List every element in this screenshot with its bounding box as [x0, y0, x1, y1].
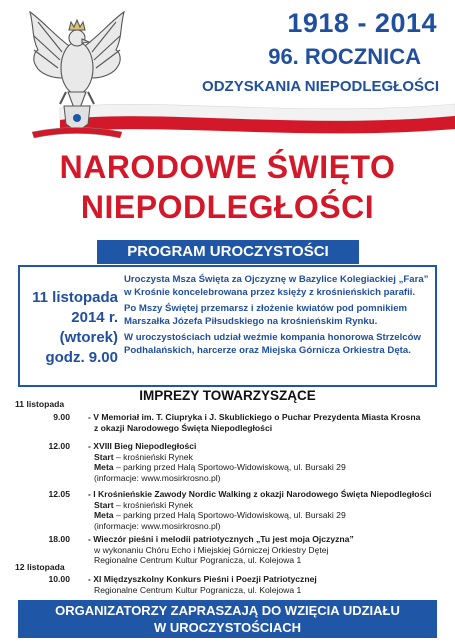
event-2-finish: [88, 462, 448, 473]
event-4-performers: w wykonaniu Chóru Echo i Miejskiej Górniczej Orkiestry Dętej: [94, 544, 329, 555]
event-3-finish-text: – parking przed Halą Sportowo-Widowiskową, ul. Bursaki 29: [113, 510, 346, 521]
event-2-start: [88, 452, 448, 463]
header-anniversary: 96. ROCZNICA: [268, 44, 421, 69]
event-5-title: - XI Międzyszkolny Konkurs Pieśni i Poezji Patriotycznej: [88, 574, 317, 584]
event-4-time: 18.00: [48, 534, 70, 544]
event-1-title: - V Memoriał im. T. Ciupryka i J. Skublickiego o Puchar Prezydenta Miasta Krosna: [88, 412, 421, 422]
event-3-time: 12.05: [48, 489, 70, 499]
event-1: [88, 412, 448, 433]
event-5: [88, 574, 448, 595]
event-day-2: 12 listopada: [15, 562, 65, 572]
organizers-banner: [18, 600, 437, 638]
event-3-finish: [88, 510, 448, 521]
event-4: [88, 534, 448, 566]
mass-date-line3: (wtorek): [59, 329, 118, 346]
event-3-info: (informacje: www.mosirkrosno.pl): [94, 520, 221, 531]
event-5-time: 10.00: [48, 574, 70, 584]
event-2-finish-label: Meta: [94, 462, 114, 473]
event-3: [88, 489, 448, 531]
header-years: 1918 - 2014: [287, 8, 437, 38]
event-2-info: (informacje: www.mosirkrosno.pl): [94, 472, 221, 483]
event-2-start-text: – krośnieński Rynek: [113, 451, 193, 462]
event-3-start-label: Start: [94, 499, 114, 510]
program-label: PROGRAM UROCZYSTOŚCI: [97, 240, 359, 264]
event-3-start-text: – krośnieński Rynek: [113, 499, 193, 510]
event-day-1: 11 listopada: [15, 399, 65, 409]
event-4-title: - Wieczór pieśni i melodii patriotycznych „Tu jest moja Ojczyzna”: [88, 534, 354, 544]
white-eagle-emblem-icon: [22, 8, 132, 143]
mass-description: [124, 273, 432, 360]
event-2: [88, 441, 448, 483]
event-3-start: [88, 500, 448, 511]
event-3-title: - I Krośnieńskie Zawody Nordic Walking z okazji Narodowego Święta Niepodległości: [88, 489, 432, 499]
event-2-time: 12.00: [48, 441, 70, 451]
event-4-venue: Regionalne Centrum Kultur Pogranicza, ul. Kolejowa 1: [94, 555, 302, 566]
event-1-time: 9.00: [53, 412, 70, 422]
mass-paragraph-1: Uroczysta Msza Święta za Ojczyznę w Bazylice Kolegiackiej „Fara” w Krośnie koncelebrowana przez księży z krośnieńskich parafii.: [124, 274, 429, 298]
mass-date-line1: 11 listopada: [32, 289, 118, 306]
organizers-line1: ORGANIZATORZY ZAPRASZAJĄ DO WZIĘCIA UDZIAŁU: [55, 603, 400, 618]
mass-date-line2: 2014 r.: [71, 309, 118, 326]
event-5-venue: Regionalne Centrum Kultur Pogranicza, ul. Kolejowa 1: [94, 584, 302, 595]
events-heading: IMPREZY TOWARZYSZĄCE: [139, 388, 316, 403]
event-2-title: - XVIII Bieg Niepodległości: [88, 441, 197, 451]
mass-paragraph-2: Po Mszy Świętej przemarsz i złożenie kwiatów pod pomnikiem Marszałka Józefa Piłsudskiego na krośnieńskim Rynku.: [124, 303, 408, 327]
event-3-finish-label: Meta: [94, 510, 114, 521]
mass-date: [20, 288, 118, 368]
event-2-finish-text: – parking przed Halą Sportowo-Widowiskową, ul. Bursaki 29: [113, 462, 346, 473]
page-title-line1: NARODOWE ŚWIĘTO: [59, 149, 396, 185]
mass-paragraph-3: W uroczystościach udział weźmie kompania honorowa Strzelców Podhalańskich, harcerze oraz Miejska Górnicza Orkiestra Dęta.: [124, 332, 421, 356]
page-title-line2: NIEPODLEGŁOŚCI: [80, 189, 375, 225]
event-1-subtitle: z okazji Narodowego Święta Niepodległości: [94, 422, 273, 433]
mass-date-line4: godz. 9.00: [45, 349, 118, 366]
organizers-line2: W UROCZYSTOŚCIACH: [153, 620, 302, 635]
header-subtitle: ODZYSKANIA NIEPODLEGŁOŚCI: [202, 78, 439, 95]
event-2-start-label: Start: [94, 451, 114, 462]
